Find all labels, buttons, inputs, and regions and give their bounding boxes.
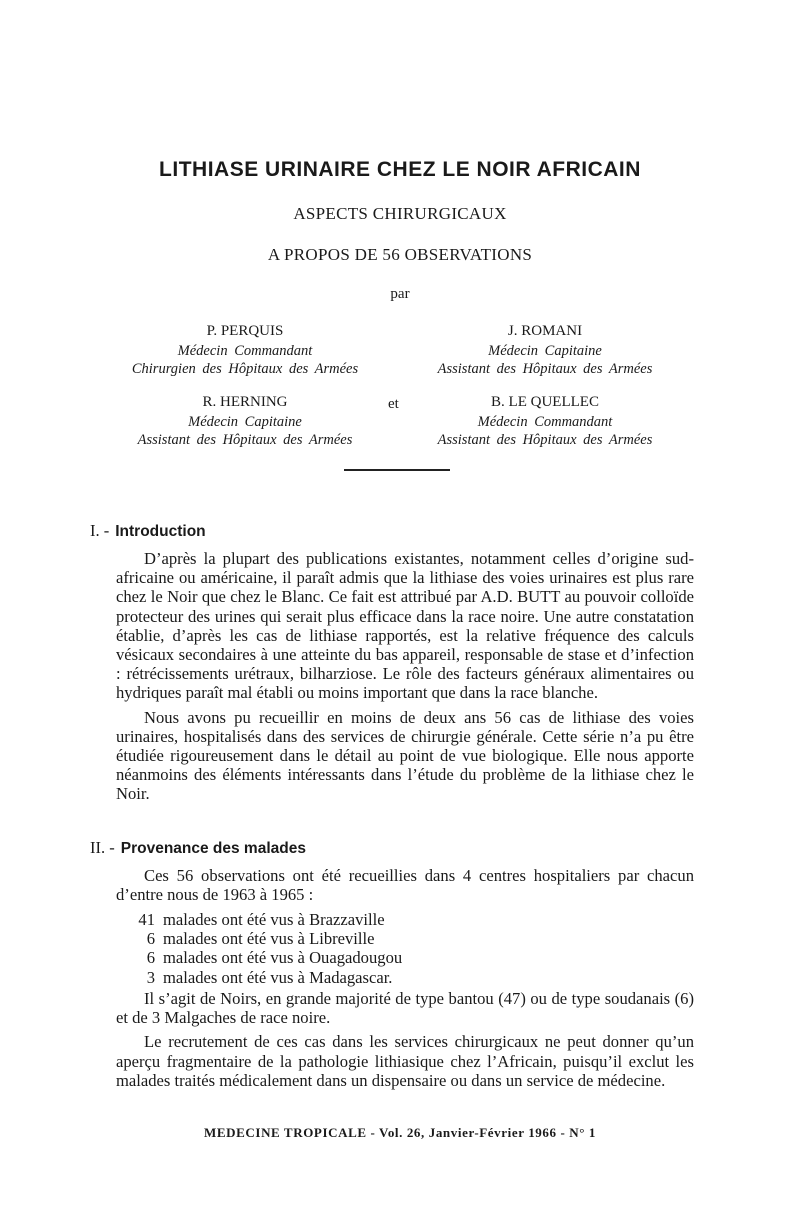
author-rank: Médecin Commandant — [177, 343, 313, 359]
section-number: II. - — [90, 838, 115, 857]
author-position: Assistant des Hôpitaux des Armées — [437, 432, 653, 448]
author-romani — [410, 322, 680, 378]
paragraph: Nous avons pu recueillir en moins de deux ans 56 cas de lithiase des voies urinaires, hospitalisés dans des services de chirurgie générale. Cette série n’a pu être étudiée rigoureusement dans le détail au point de vue biologique. Elle nous apporte néanmoins des éléments intéressants dans l’étude du problème de la lithiase chez le Noir. — [116, 707, 694, 804]
centre-text: malades ont été vus à Madagascar. — [163, 967, 393, 987]
patient-count: 41 — [138, 910, 155, 929]
article-subtitle: ASPECTS CHIRURGICAUX — [293, 204, 507, 223]
paragraph: Le recrutement de ces cas dans les services chirurgicaux ne peut donner qu’un aperçu fragmentaire de la pathologie lithiasique chez l’Africain, puisqu’il exclut les malades traités médicalement dans un dispensaire ou dans un service de médecine. — [116, 1032, 694, 1090]
journal-footer: MEDECINE TROPICALE - Vol. 26, Janvier-Février 1966 - N° 1 — [204, 1125, 596, 1140]
author-name: P. PERQUIS — [206, 323, 284, 339]
article-title: LITHIASE URINAIRE CHEZ LE NOIR AFRICAIN — [159, 158, 641, 181]
patient-count: 6 — [146, 948, 155, 968]
section-number: I. - — [90, 521, 110, 540]
list-item — [135, 929, 402, 948]
list-item — [135, 948, 402, 967]
section-heading-provenance — [90, 838, 306, 858]
author-position: Chirurgien des Hôpitaux des Armées — [131, 361, 359, 377]
author-position: Assistant des Hôpitaux des Armées — [137, 432, 353, 448]
introduction-body — [116, 549, 694, 804]
list-item — [135, 910, 402, 929]
section-title: Provenance des malades — [120, 840, 306, 857]
provenance-body — [116, 989, 694, 1090]
author-name: B. LE QUELLEC — [491, 394, 599, 410]
author-le-quellec — [410, 393, 680, 449]
paragraph: D’après la plupart des publications existantes, notamment celles d’origine sud-africaine ou américaine, il paraît admis que la lithiase des voies urinaires est plus rare chez le Noir que chez le Blanc. Ce fait est attribué par A.D. BUTT au pouvoir colloïde protecteur des urines qui serait plus efficace dans la race noire. Une autre constatation établie, d’après les cas de lithiase rapportés, est la relative fréquence des calculs vésicaux secondaires à une atteinte du bas appareil, responsable de stase et d’infection : rétrécissements urétraux, bilharziose. Le rôle des facteurs généraux alimentaires ou hydriques paraît mal établi ou moins important que dans la race blanche. — [116, 549, 694, 703]
conjunction-et: et — [388, 396, 399, 412]
author-perquis — [110, 322, 380, 378]
list-item — [135, 968, 402, 987]
author-name: J. ROMANI — [507, 323, 583, 339]
author-position: Assistant des Hôpitaux des Armées — [437, 361, 653, 377]
author-name: R. HERNING — [202, 394, 288, 410]
title-divider — [344, 469, 450, 471]
author-rank: Médecin Capitaine — [188, 414, 302, 430]
centres-list — [135, 910, 402, 987]
author-rank: Médecin Commandant — [477, 414, 613, 430]
patient-count: 6 — [146, 929, 155, 949]
patient-count: 3 — [146, 967, 155, 987]
centre-text: malades ont été vus à Brazzaville — [163, 910, 385, 929]
article-subtitle-observations: A PROPOS DE 56 OBSERVATIONS — [267, 245, 533, 264]
section-title: Introduction — [115, 523, 206, 540]
provenance-intro — [116, 866, 694, 904]
section-heading-introduction — [90, 521, 206, 541]
paragraph: Il s’agit de Noirs, en grande majorité de type bantou (47) ou de type soudanais (6) et de 3 Malgaches de race noire. — [116, 989, 694, 1028]
centre-text: malades ont été vus à Libreville — [163, 929, 375, 949]
author-herning — [110, 393, 380, 449]
centre-text: malades ont été vus à Ouagadougou — [163, 948, 403, 968]
paragraph: Ces 56 observations ont été recueillies dans 4 centres hospitaliers par chacun d’entre nous de 1963 à 1965 : — [116, 866, 694, 905]
author-rank: Médecin Capitaine — [488, 343, 602, 359]
by-label: par — [390, 286, 410, 302]
